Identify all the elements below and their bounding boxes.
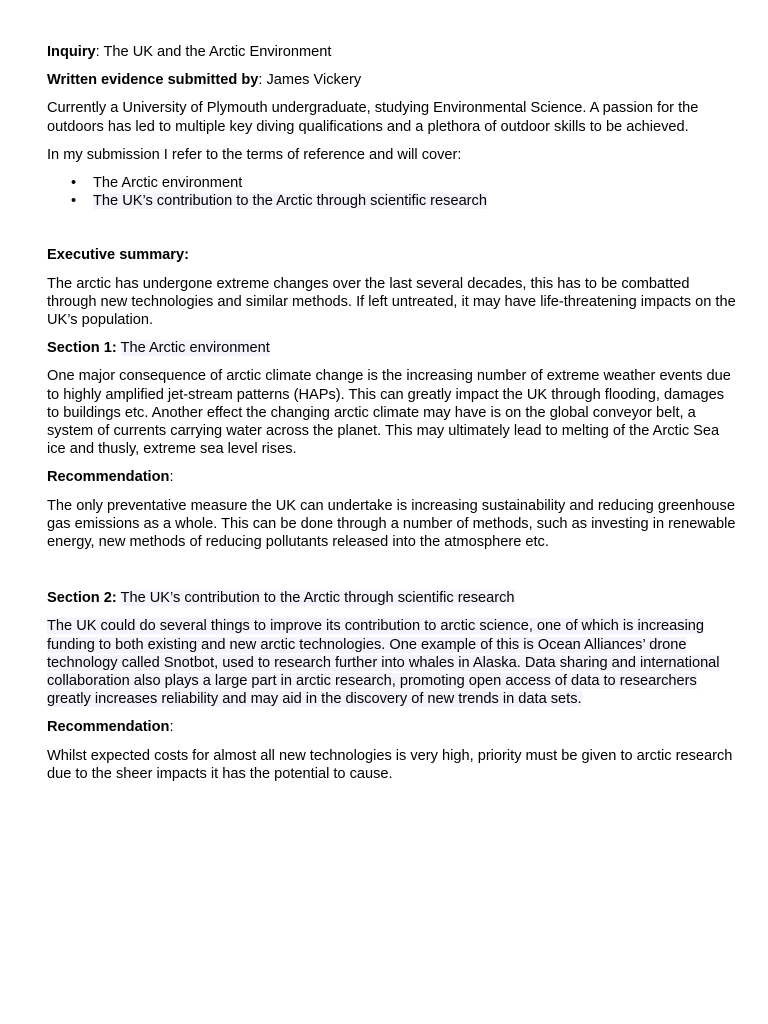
evidence-line xyxy=(47,71,737,89)
list-item xyxy=(71,174,737,192)
section2-recommendation-heading xyxy=(47,718,737,736)
executive-summary-heading-text: Executive summary: xyxy=(47,247,189,264)
terms-intro: In my submission I refer to the terms of reference and will cover: xyxy=(47,146,462,163)
document-page xyxy=(47,43,737,793)
section2-heading xyxy=(47,589,737,607)
section2-title: The UK’s contribution to the Arctic through scientific research xyxy=(120,590,515,607)
list-item-text: The Arctic environment xyxy=(93,175,243,192)
recommendation-label: Recommendation xyxy=(47,469,170,486)
recommendation-label: Recommendation xyxy=(47,719,170,736)
terms-list xyxy=(47,174,737,210)
spacer xyxy=(47,220,737,246)
section2-recommendation-text: Whilst expected costs for almost all new technologies is very high, priority must be given to arctic research due to the sheer impacts it has the potential to cause. xyxy=(47,747,733,782)
recommendation-colon: : xyxy=(169,469,174,486)
evidence-label: Written evidence submitted by xyxy=(47,72,259,89)
evidence-value: : James Vickery xyxy=(258,72,362,89)
section2-label: Section 2: xyxy=(47,590,117,607)
section1-text: One major consequence of arctic climate change is the increasing number of extreme weather events due to highly amplified jet-stream patterns (HAPs). This can greatly impact the UK through flooding, damages to buildings etc. Another effect the changing arctic climate may have is on the global conveyor belt, a system of currents carrying water across the planet. This may ultimately lead to melting of the Arctic Sea ice and thusly, extreme sea level rises. xyxy=(47,368,731,458)
section1-label: Section 1: xyxy=(47,340,117,357)
bullet-icon: • xyxy=(71,175,77,192)
section1-heading xyxy=(47,339,737,357)
inquiry-line xyxy=(47,43,737,61)
inquiry-label: Inquiry xyxy=(47,44,96,60)
author-description: Currently a University of Plymouth undergraduate, studying Environmental Science. A passion for the outdoors has led to multiple key diving qualifications and a plethora of outdoor skills to be achieved. xyxy=(47,100,699,135)
section1-recommendation-heading xyxy=(47,468,737,486)
executive-summary-heading xyxy=(47,246,737,264)
section1-title: The Arctic environment xyxy=(120,340,270,357)
bullet-icon: • xyxy=(71,193,77,210)
list-item xyxy=(71,192,737,210)
recommendation-colon: : xyxy=(169,719,174,736)
section1-recommendation-text: The only preventative measure the UK can undertake is increasing sustainability and reducing greenhouse gas emissions as a whole. This can be done through a number of methods, such as investing in renewable energy, new methods of reducing pollutants released into the atmosphere etc. xyxy=(47,497,736,551)
inquiry-value: : The UK and the Arctic Environment xyxy=(95,44,332,60)
executive-summary-text: The arctic has undergone extreme changes over the last several decades, this has to be combatted through new technologies and similar methods. If left untreated, it may have life-threatening impacts on the UK’s population. xyxy=(47,275,736,329)
section2-text-content: The UK could do several things to improve its contribution to arctic science, one of which is increasing funding to both existing and new arctic technologies. One example of this is Ocean Alliances’ drone technology called Snotbot, used to research further into whales in Alaska. Data sharing and international collaboration also plays a large part in arctic research, promoting open access of data to researchers greatly increases reliability and may aid in the discovery of new trends in data sets. xyxy=(47,618,720,708)
spacer xyxy=(47,561,737,589)
section2-text xyxy=(47,617,737,708)
list-item-text: The UK’s contribution to the Arctic through scientific research xyxy=(93,193,487,210)
